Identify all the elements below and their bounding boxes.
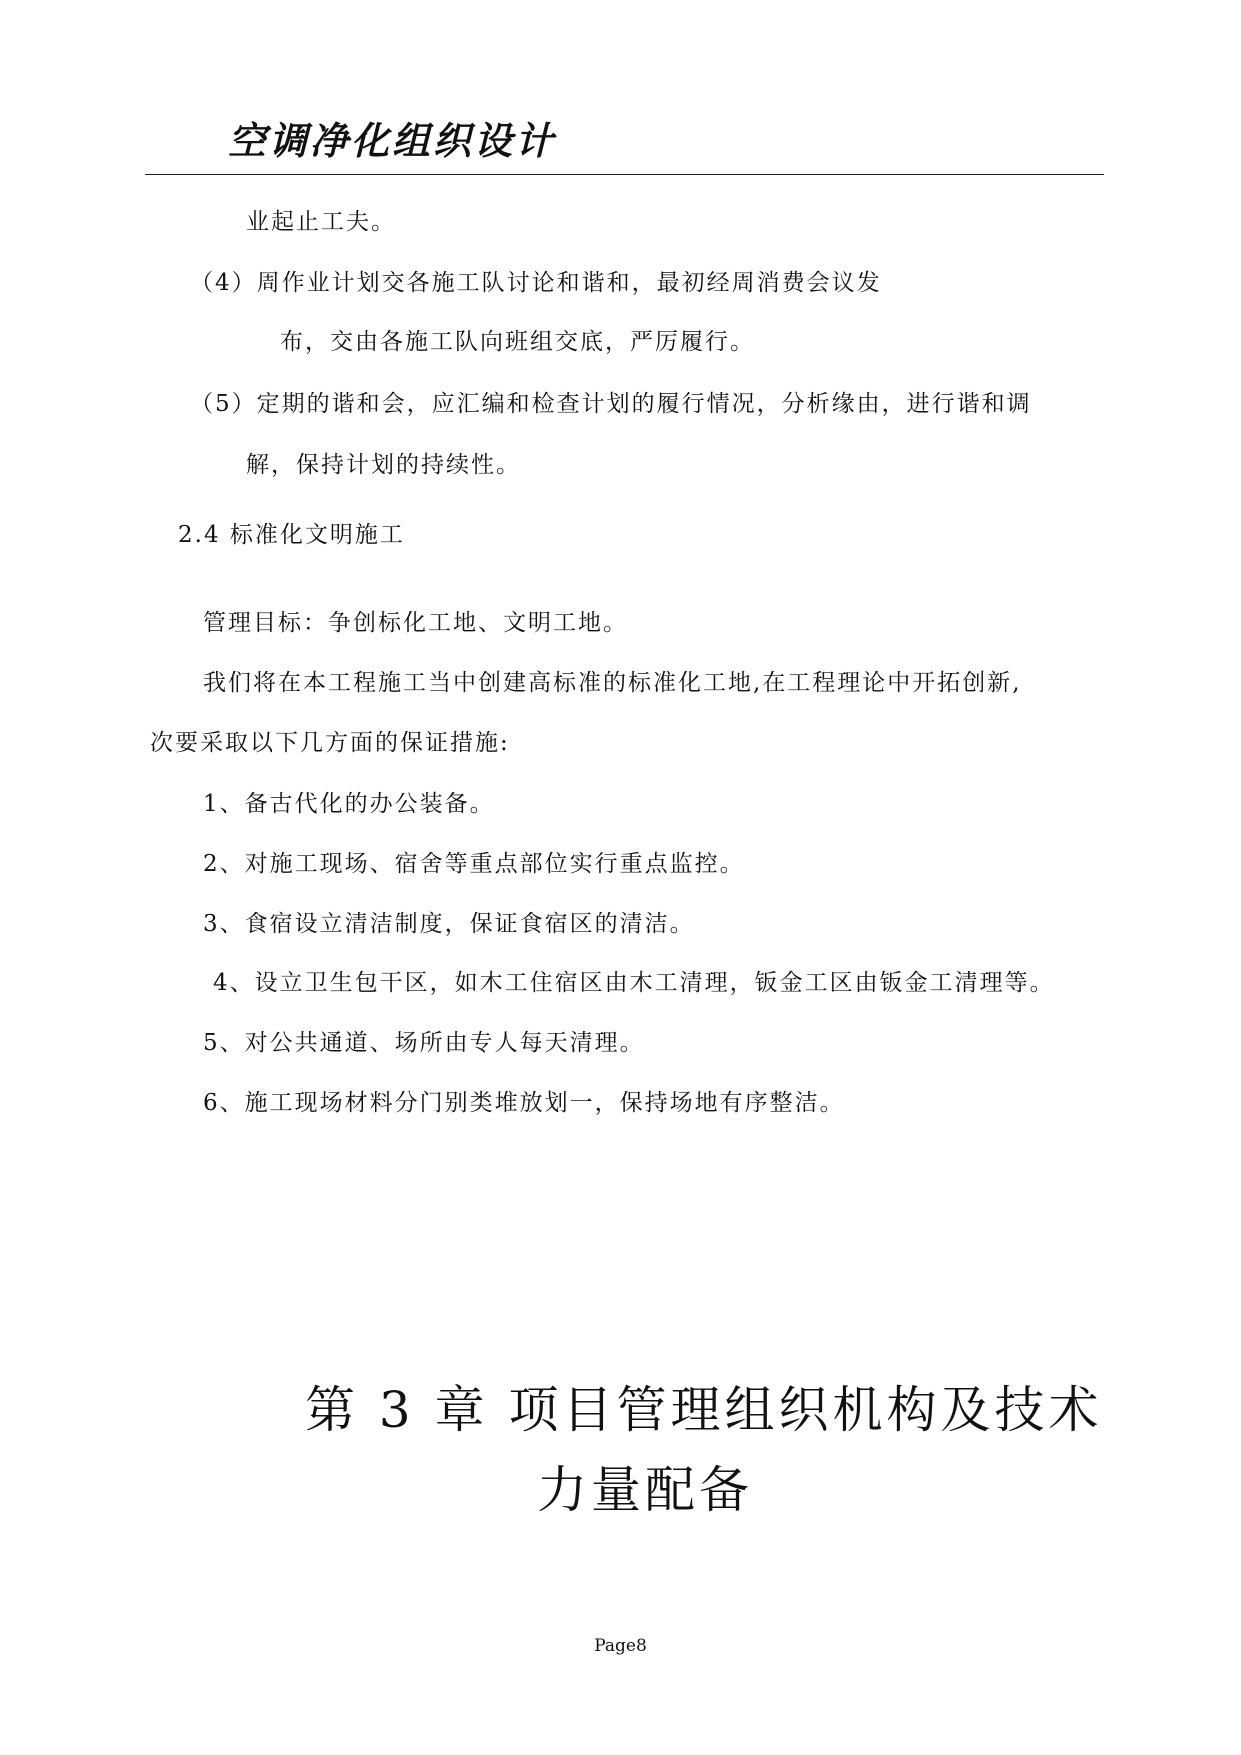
- measure-item: 4、设立卫生包干区，如木工住宿区由木工清理，钣金工区由钣金工清理等。: [213, 970, 1055, 996]
- item-4-line-1: （4）周作业计划交各施工队讨论和谐和，最初经周消费会议发: [190, 270, 882, 296]
- measure-item: 2、对施工现场、宿舍等重点部位实行重点监控。: [203, 851, 745, 877]
- item-5-line-1: （5）定期的谐和会，应汇编和检查计划的履行情况，分析缘由，进行谐和调: [190, 391, 1032, 417]
- chapter-title-line-2: 力量配备: [537, 1461, 753, 1519]
- continued-line: 业起止工夫。: [246, 209, 396, 235]
- measure-item: 5、对公共通道、场所由专人每天清理。: [203, 1030, 645, 1056]
- item-4-line-2: 布，交由各施工队向班组交底，严厉履行。: [280, 329, 755, 355]
- page-number: Page8: [594, 1636, 647, 1656]
- intro-line-2: 次要采取以下几方面的保证措施:: [150, 730, 510, 756]
- header-divider: [145, 174, 1104, 175]
- section-heading: 2.4 标准化文明施工: [178, 522, 405, 548]
- header-title: 空调净化组织设计: [228, 118, 557, 163]
- intro-line-1: 我们将在本工程施工当中创建高标准的标准化工地,在工程理论中开拓创新,: [203, 670, 1022, 696]
- measure-item: 6、施工现场材料分门别类堆放划一，保持场地有序整洁。: [203, 1090, 845, 1116]
- chapter-title-line-1: 第 3 章 项目管理组织机构及技术: [305, 1381, 1103, 1439]
- item-5-line-2: 解，保持计划的持续性。: [246, 452, 521, 478]
- measure-item: 1、备古代化的办公装备。: [203, 791, 495, 817]
- management-goal: 管理目标：争创标化工地、文明工地。: [203, 610, 628, 636]
- measure-item: 3、食宿设立清洁制度，保证食宿区的清洁。: [203, 911, 695, 937]
